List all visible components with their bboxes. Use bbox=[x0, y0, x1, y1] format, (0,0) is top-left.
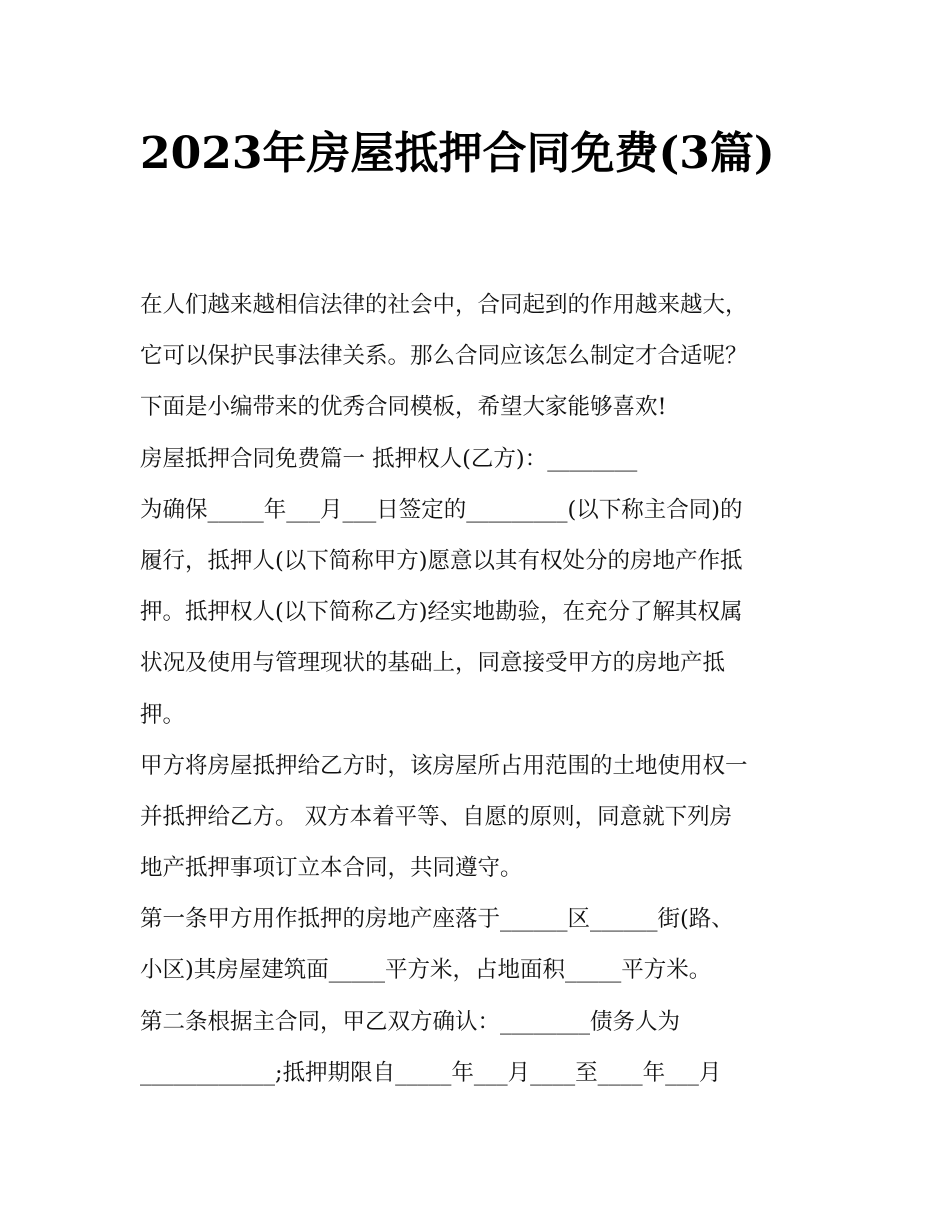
text-line: 甲方将房屋抵押给乙方时，该房屋所占用范围的土地使用权一 bbox=[140, 752, 748, 779]
text-line: 下面是小编带来的优秀合同模板，希望大家能够喜欢! bbox=[140, 394, 667, 421]
text-line: 在人们越来越相信法律的社会中，合同起到的作用越来越大， bbox=[140, 292, 748, 318]
text-line: 它可以保护民事法律关系。那么合同应该怎么制定才合适呢？ bbox=[140, 343, 748, 370]
text-line: 履行，抵押人(以下简称甲方)愿意以其有权处分的房地产作抵 bbox=[140, 547, 743, 574]
text-line: 地产抵押事项订立本合同，共同遵守。 bbox=[140, 855, 523, 882]
text-line: 小区)其房屋建筑面_____平方米，占地面积_____平方米。 bbox=[140, 957, 712, 984]
document-body bbox=[140, 280, 820, 1099]
text-line: 押。 bbox=[140, 701, 186, 728]
text-line: 第一条甲方用作抵押的房地产座落于______区______街(路、 bbox=[140, 906, 734, 933]
text-line: ____________;抵押期限自_____年___月____至____年___月 bbox=[140, 1059, 722, 1086]
text-line: 房屋抵押合同免费篇一 抵押权人(乙方)：________ bbox=[140, 445, 638, 472]
document-title: 2023年房屋抵押合同免费(3篇) bbox=[140, 128, 775, 179]
text-line: 并抵押给乙方。 双方本着平等、自愿的原则，同意就下列房 bbox=[140, 803, 733, 830]
text-line: 为确保_____年___月___日签定的_________(以下称主合同)的 bbox=[140, 496, 743, 523]
text-line: 第二条根据主合同，甲乙双方确认：________债务人为 bbox=[140, 1008, 681, 1035]
text-line: 状况及使用与管理现状的基础上，同意接受甲方的房地产抵 bbox=[140, 650, 726, 677]
text-line: 押。抵押权人(以下简称乙方)经实地勘验，在充分了解其权属 bbox=[140, 599, 743, 626]
